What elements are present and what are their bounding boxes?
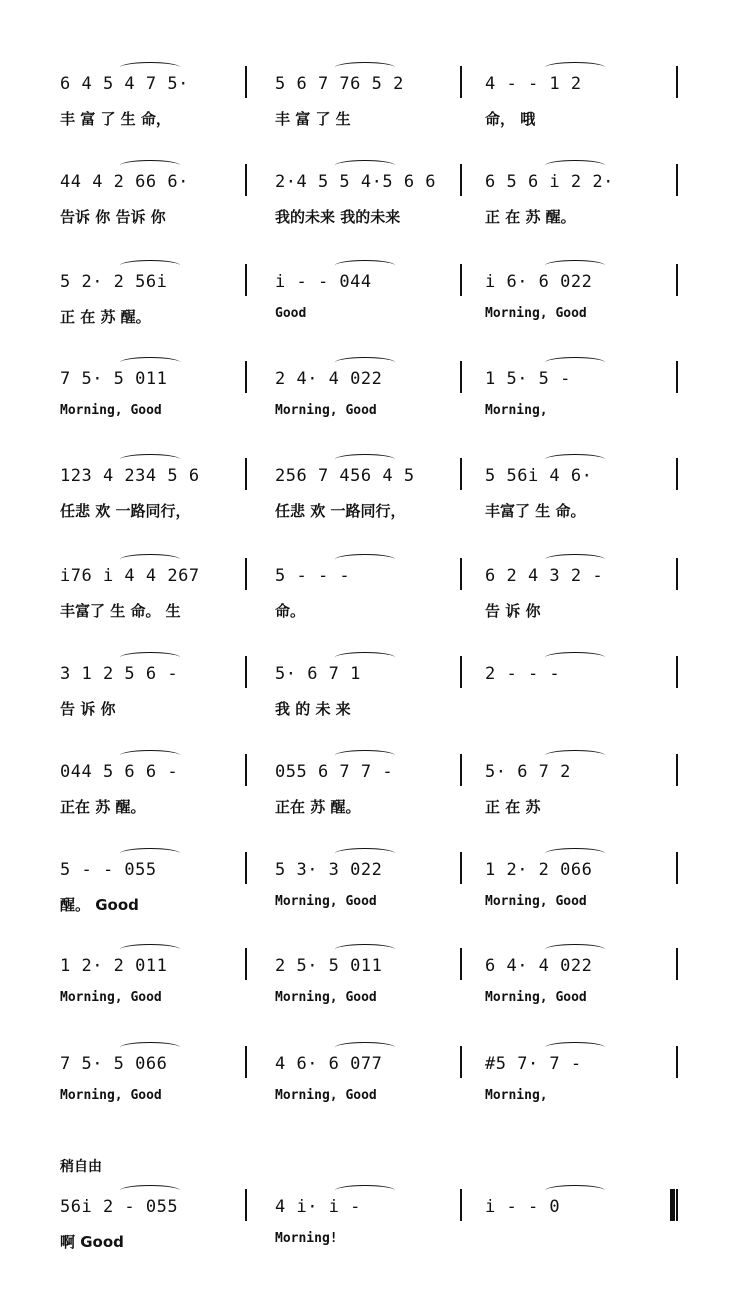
measure-notes: 6 5 6 i 2 2· [485, 172, 614, 192]
measure-notes: 1 2· 2 066 [485, 860, 593, 880]
tempo-mark: 稍自由 [60, 1159, 102, 1175]
slur-mark [545, 260, 605, 271]
barline [245, 458, 247, 490]
barline [460, 164, 462, 196]
measure-notes: 3 1 2 5 6 - [60, 664, 179, 684]
lyric-line: 正在 苏 醒。 [60, 798, 146, 816]
barline [245, 656, 247, 688]
lyric-line: Morning, Good [275, 894, 377, 909]
measure-notes: 5· 6 7 1 [275, 664, 361, 684]
lyric-line: 丰富了 生 命。 生 [60, 602, 181, 620]
lyric-line: 告诉 你 告诉 你 [60, 208, 166, 226]
slur-mark [335, 62, 395, 73]
score-line [40, 452, 700, 552]
lyric-line: Morning, Good [485, 990, 587, 1005]
lyric-line: Morning! [275, 1231, 338, 1246]
slur-mark [120, 357, 180, 368]
measure-notes: 4 - - 1 2 [485, 74, 582, 94]
measure-notes: 2 - - - [485, 664, 561, 684]
barline [460, 558, 462, 590]
lyric-line: Morning, [485, 1088, 548, 1103]
slur-mark [120, 652, 180, 663]
slur-mark [120, 160, 180, 171]
measure-notes: 2·4 5 5 4·5 6 6 [275, 172, 437, 192]
measure-notes: 1 5· 5 - [485, 369, 571, 389]
slur-mark [545, 944, 605, 955]
barline [460, 1046, 462, 1078]
barline [676, 164, 678, 196]
lyric-line: 啊 Good [60, 1233, 124, 1251]
slur-mark [335, 454, 395, 465]
lyric-line: Morning, Good [275, 403, 377, 418]
score-line [40, 650, 700, 750]
barline [245, 558, 247, 590]
measure-notes: 5· 6 7 2 [485, 762, 571, 782]
lyric-line: 告 诉 你 [60, 700, 116, 718]
measure-notes: 5 2· 2 56i [60, 272, 168, 292]
measure-notes: 4 i· i - [275, 1197, 361, 1217]
lyric-line: 命， 哦 [485, 110, 536, 128]
slur-mark [545, 160, 605, 171]
score-line [40, 158, 700, 258]
lyric-line: Morning, Good [60, 990, 162, 1005]
slur-mark [335, 652, 395, 663]
slur-mark [120, 62, 180, 73]
final-barline [670, 1189, 675, 1221]
barline [460, 264, 462, 296]
lyric-line: Morning, Good [485, 306, 587, 321]
barline [245, 754, 247, 786]
measure-notes: i - - 0 [485, 1197, 561, 1217]
barline [676, 264, 678, 296]
slur-mark [335, 554, 395, 565]
slur-mark [335, 260, 395, 271]
slur-mark [545, 1042, 605, 1053]
lyric-line: Morning, Good [60, 1088, 162, 1103]
lyric-line: 正 在 苏 醒。 [60, 308, 151, 326]
barline [245, 66, 247, 98]
measure-notes: 2 5· 5 011 [275, 956, 383, 976]
slur-mark [120, 944, 180, 955]
score-line [40, 258, 700, 358]
score-line [40, 942, 700, 1042]
slur-mark [545, 652, 605, 663]
slur-mark [335, 944, 395, 955]
measure-notes: 1 2· 2 011 [60, 956, 168, 976]
measure-notes: 123 4 234 5 6 [60, 466, 200, 486]
barline [245, 948, 247, 980]
slur-mark [335, 160, 395, 171]
lyric-line: 丰 富 了 生 [275, 110, 351, 128]
barline [460, 66, 462, 98]
lyric-line: Morning, Good [275, 1088, 377, 1103]
lyric-line: 我 的 未 来 [275, 700, 351, 718]
lyric-line: Morning, Good [60, 403, 162, 418]
measure-notes: i76 i 4 4 267 [60, 566, 200, 586]
lyric-line: 醒。 Good [60, 896, 139, 914]
lyric-line: Morning, [485, 403, 548, 418]
barline [460, 754, 462, 786]
measure-notes: 256 7 456 4 5 [275, 466, 415, 486]
barline [245, 264, 247, 296]
barline [460, 458, 462, 490]
barline [460, 1189, 462, 1221]
barline [245, 361, 247, 393]
measure-notes: #5 7· 7 - [485, 1054, 582, 1074]
lyric-line: Good [275, 306, 307, 321]
measure-notes: i - - 044 [275, 272, 372, 292]
lyric-line: 丰 富 了 生 命， [60, 110, 171, 128]
lyric-line: 命。 [275, 602, 306, 620]
score-line [40, 60, 700, 160]
score-line [40, 846, 700, 946]
barline [245, 164, 247, 196]
measure-notes: 5 56i 4 6· [485, 466, 593, 486]
barline [676, 656, 678, 688]
lyric-line: 丰富了 生 命。 [485, 502, 586, 520]
score-line [40, 552, 700, 652]
slur-mark [120, 260, 180, 271]
measure-notes: 6 2 4 3 2 - [485, 566, 604, 586]
measure-notes: 56i 2 - 055 [60, 1197, 179, 1217]
measure-notes: 044 5 6 6 - [60, 762, 179, 782]
measure-notes: 7 5· 5 066 [60, 1054, 168, 1074]
slur-mark [335, 848, 395, 859]
measure-notes: 44 4 2 66 6· [60, 172, 189, 192]
lyric-line: Morning, Good [485, 894, 587, 909]
slur-mark [335, 1042, 395, 1053]
barline [245, 1189, 247, 1221]
slur-mark [545, 62, 605, 73]
barline [676, 458, 678, 490]
slur-mark [545, 848, 605, 859]
lyric-line: 任悲 欢 一路同行， [275, 502, 406, 520]
slur-mark [545, 1185, 605, 1196]
measure-notes: 2 4· 4 022 [275, 369, 383, 389]
barline [676, 754, 678, 786]
barline [245, 852, 247, 884]
barline [460, 852, 462, 884]
lyric-line: Morning, Good [275, 990, 377, 1005]
measure-notes: 7 5· 5 011 [60, 369, 168, 389]
measure-notes: 5 3· 3 022 [275, 860, 383, 880]
barline [460, 361, 462, 393]
measure-notes: 5 6 7 76 5 2 [275, 74, 404, 94]
barline [676, 1189, 678, 1221]
measure-notes: 5 - - 055 [60, 860, 157, 880]
barline [676, 558, 678, 590]
measure-notes: 6 4 5 4 7 5· [60, 74, 189, 94]
barline [676, 1046, 678, 1078]
slur-mark [545, 454, 605, 465]
lyric-line: 正 在 苏 [485, 798, 541, 816]
measure-notes: i 6· 6 022 [485, 272, 593, 292]
slur-mark [120, 554, 180, 565]
slur-mark [120, 750, 180, 761]
slur-mark [545, 357, 605, 368]
lyric-line: 告 诉 你 [485, 602, 541, 620]
lyric-line: 任悲 欢 一路同行， [60, 502, 191, 520]
measure-notes: 6 4· 4 022 [485, 956, 593, 976]
slur-mark [545, 750, 605, 761]
slur-mark [335, 1185, 395, 1196]
slur-mark [335, 750, 395, 761]
measure-notes: 5 - - - [275, 566, 351, 586]
barline [676, 361, 678, 393]
score-line [40, 355, 700, 455]
slur-mark [120, 848, 180, 859]
slur-mark [545, 554, 605, 565]
measure-notes: 055 6 7 7 - [275, 762, 394, 782]
barline [676, 948, 678, 980]
slur-mark [335, 357, 395, 368]
lyric-line: 我的未来 我的未来 [275, 208, 401, 226]
score-line [40, 1040, 700, 1140]
slur-mark [120, 1042, 180, 1053]
barline [676, 66, 678, 98]
barline [460, 948, 462, 980]
barline [460, 656, 462, 688]
barline [245, 1046, 247, 1078]
lyric-line: 正 在 苏 醒。 [485, 208, 576, 226]
slur-mark [120, 454, 180, 465]
lyric-line: 正在 苏 醒。 [275, 798, 361, 816]
score-line [40, 748, 700, 848]
barline [676, 852, 678, 884]
measure-notes: 4 6· 6 077 [275, 1054, 383, 1074]
slur-mark [120, 1185, 180, 1196]
score-line [40, 1183, 700, 1283]
